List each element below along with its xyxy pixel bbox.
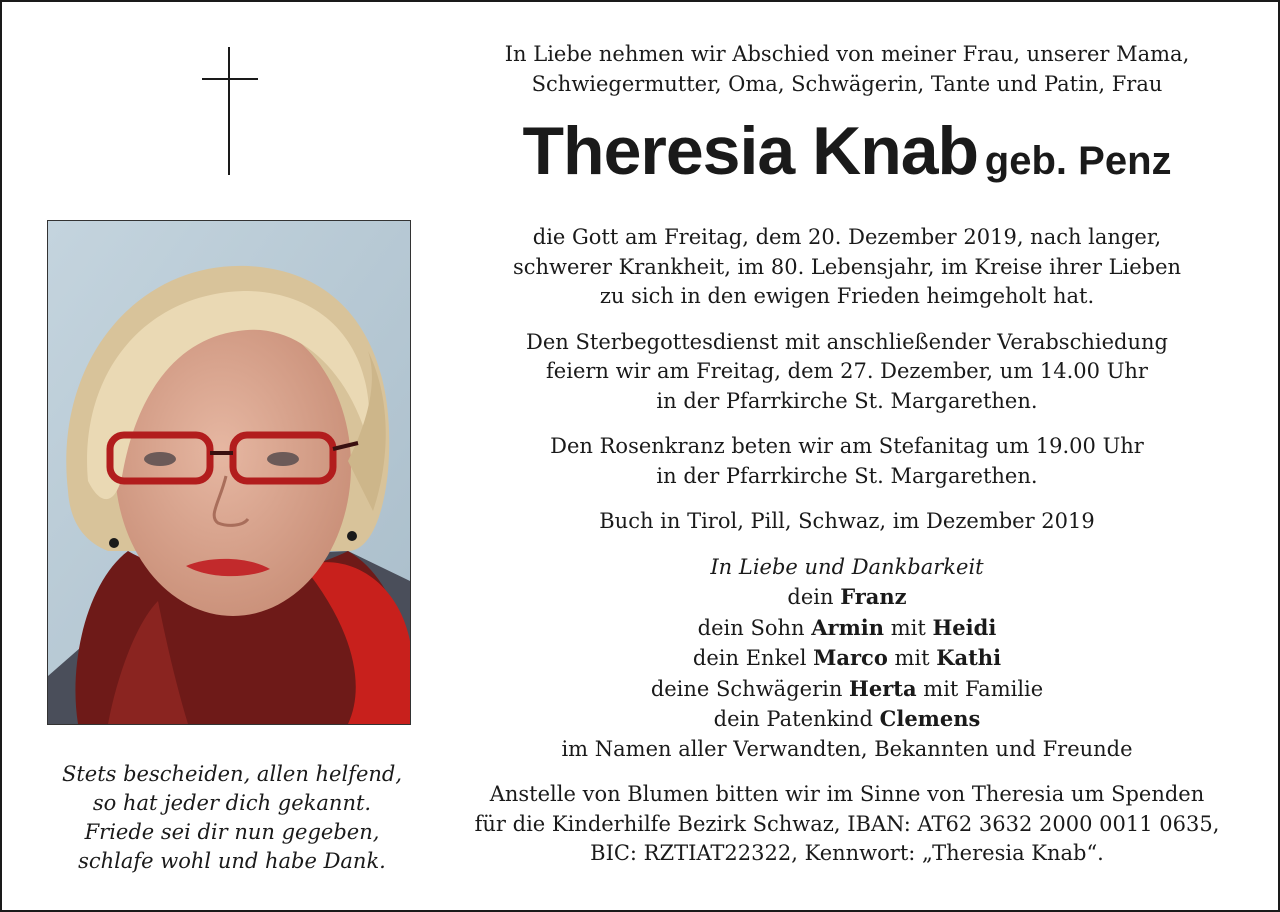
mourner-prefix: dein Patenkind xyxy=(713,707,880,731)
death-notice-line: zu sich in den ewigen Frieden heimgeholt hat. xyxy=(599,284,1095,308)
funeral-line: in der Pfarrkirche St. Margarethen. xyxy=(656,388,1038,413)
funeral-line: feiern wir am Freitag, dem 27. Dezember, um 14.00 Uhr xyxy=(546,359,1148,383)
mourner-name: Marco xyxy=(813,645,888,670)
mourner-suffix: mit Familie xyxy=(916,676,1044,701)
donation-line: für die Kinderhilfe Bezirk Schwaz, IBAN: AT62 3632 2000 0011 0635, xyxy=(474,811,1220,836)
donation-info xyxy=(442,780,1252,869)
donation-line: BIC: RZTIAT22322, Kennwort: „Theresia Knab“. xyxy=(590,841,1104,865)
intro-text xyxy=(442,40,1252,99)
rosary-line: Den Rosenkranz beten wir am Stefanitag um 19.00 Uhr xyxy=(550,434,1144,458)
mourners-list xyxy=(442,553,1252,765)
mourner-son xyxy=(442,613,1252,644)
rosary-info xyxy=(442,432,1252,491)
poem-line: schlafe wohl und habe Dank. xyxy=(78,849,386,873)
place-date-line: Buch in Tirol, Pill, Schwaz, im Dezember 2019 xyxy=(599,509,1095,533)
mourner-name: Franz xyxy=(840,584,907,609)
mourner-name: Armin xyxy=(811,614,885,640)
funeral-info xyxy=(442,328,1252,417)
portrait-photo xyxy=(47,220,411,725)
cross-icon xyxy=(202,47,258,175)
mourner-name: Clemens xyxy=(879,706,981,731)
birth-name: geb. Penz xyxy=(984,139,1172,183)
death-notice xyxy=(442,223,1252,312)
name-main: Theresia Knab xyxy=(522,113,979,189)
mourner-sister-in-law xyxy=(442,674,1252,705)
poem-line: Friede sei dir nun gegeben, xyxy=(84,820,380,844)
mourner-partner-name: Kathi xyxy=(936,645,1002,670)
intro-line: Schwiegermutter, Oma, Schwägerin, Tante und Patin, Frau xyxy=(531,71,1163,96)
mourner-prefix: dein Enkel xyxy=(692,646,814,670)
mourners-others: im Namen aller Verwandten, Bekannten und Freunde xyxy=(561,736,1133,761)
mourner-partner-name: Heidi xyxy=(932,614,997,640)
memorial-poem xyxy=(22,760,442,876)
mourner-prefix: dein Sohn xyxy=(697,615,812,640)
mourners-heading: In Liebe und Dankbarkeit xyxy=(710,554,984,579)
mourner-godchild xyxy=(442,704,1252,735)
death-notice-line: schwerer Krankheit, im 80. Lebensjahr, im Kreise ihrer Lieben xyxy=(512,254,1182,279)
mourner-name: Herta xyxy=(849,675,917,701)
mourner-grandson xyxy=(442,643,1252,674)
intro-line: In Liebe nehmen wir Abschied von meiner Frau, unserer Mama, xyxy=(504,42,1190,66)
mourner-husband xyxy=(442,582,1252,613)
left-column xyxy=(2,2,452,910)
mourner-prefix: deine Schwägerin xyxy=(650,676,850,701)
rosary-line: in der Pfarrkirche St. Margarethen. xyxy=(656,463,1038,488)
death-notice-line: die Gott am Freitag, dem 20. Dezember 2019, nach langer, xyxy=(532,225,1162,249)
deceased-name xyxy=(442,111,1252,207)
right-column xyxy=(442,40,1252,869)
poem-line: Stets bescheiden, allen helfend, xyxy=(61,762,403,786)
place-date xyxy=(442,507,1252,537)
mourner-connector: mit xyxy=(887,646,937,670)
poem-line: so hat jeder dich gekannt. xyxy=(92,791,372,815)
donation-line: Anstelle von Blumen bitten wir im Sinne von Theresia um Spenden xyxy=(489,782,1205,806)
mourner-prefix: dein xyxy=(787,585,841,609)
mourner-connector: mit xyxy=(884,615,933,640)
funeral-line: Den Sterbegottesdienst mit anschließender Verabschiedung xyxy=(526,329,1168,354)
